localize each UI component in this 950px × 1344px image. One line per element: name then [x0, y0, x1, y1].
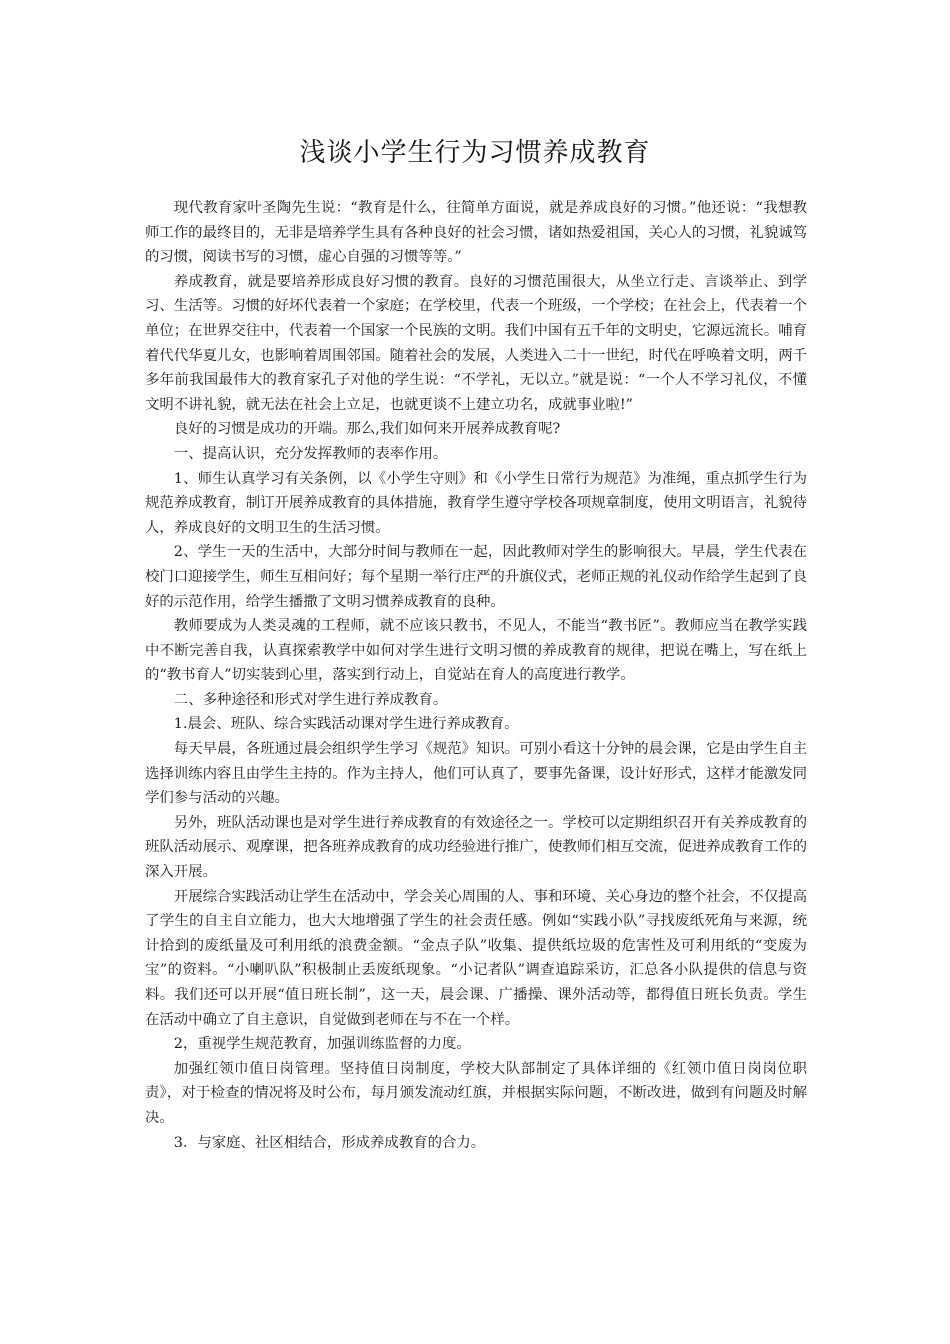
paragraph-item-2-3: 3．与家庭、社区相结合，形成养成教育的合力。 — [173, 1134, 486, 1151]
paragraph-teacher-role: 教师要成为人类灵魂的工程师，就不应该只教书，不见人，不能当“教书匠”。教师应当在教学实践中不断完善自我，认真探索教学中如何对学生进行文明习惯的养成教育的规律，把说在嘴上，写在纸上的“教书育人”切实装到心里，落实到行动上，自觉站在育人的高度进行教学。 — [145, 618, 807, 684]
section-heading-2: 二、多种途径和形式对学生进行养成教育。 — [173, 691, 448, 708]
document-body — [145, 196, 807, 1155]
paragraph-definition: 养成教育，就是要培养形成良好习惯的教育。良好的习惯范围很大，从坐立行走、言谈举止、到学习、生活等。习惯的好坏代表着一个家庭；在学校里，代表一个班级，一个学校；在社会上，代表着一个单位；在世界交往中，代表着一个国家一个民族的文明。我们中国有五千年的文明史，它源远流长。哺育着代代华夏儿女，也影响着周围邻国。随着社会的发展，人类进入二十一世纪，时代在呼唤着文明，两千多年前我国最伟大的教育家孔子对他的学生说：“不学礼，无以立。”就是说：“一个人不学习礼仪，不懂文明不讲礼貌，就无法在社会上立足，也就更谈不上建立功名，成就事业啦!” — [145, 273, 807, 413]
paragraph-class-activities: 另外，班队活动课也是对学生进行养成教育的有效途径之一。学校可以定期组织召开有关养成教育的班队活动展示、观摩课，把各班养成教育的成功经验进行推广，使教师们相互交流，促进养成教育工作的深入开展。 — [145, 814, 807, 881]
section-heading-1: 一、提高认识，充分发挥教师的表率作用。 — [173, 445, 448, 462]
paragraph-practice-activities: 开展综合实践活动让学生在活动中，学会关心周围的人、事和环境、关心身边的整个社会，不仅提高了学生的自主自立能力，也大大地增强了学生的社会责任感。例如“实践小队”寻找废纸死角与来源，统计拾到的废纸量及可利用纸的浪费金额。“金点子队”收集、提供纸垃圾的危害性及可利用纸的“变废为宝”的资料。“小喇叭队”积极制止丢废纸现象。“小记者队”调查追踪采访，汇总各小队提供的信息与资料。我们还可以开展“值日班长制”，这一天，晨会课、广播操、课外活动等，都得值日班长负责。学生在活动中确立了自主意识，自觉做到老师在与不在一个样。 — [145, 888, 807, 1028]
paragraph-quote-ye-shengtao: 现代教育家叶圣陶先生说：“教育是什么，往简单方面说，就是养成良好的习惯。”他还说：“我想教师工作的最终目的，无非是培养学生具有各种良好的社会习惯，诸如热爱祖国，关心人的习惯，礼貌诚笃的习惯，阅读书写的习惯，虚心自强的习惯等等。” — [145, 200, 807, 266]
paragraph-morning-meeting: 每天早晨，各班通过晨会组织学生学习《规范》知识。可别小看这十分钟的晨会课，它是由学生自主选择训练内容且由学生主持的。作为主持人，他们可认真了，要事先备课，设计好形式，这样才能激发同学们参与活动的兴趣。 — [145, 741, 807, 807]
paragraph-question: 良好的习惯是成功的开端。那么,我们如何来开展养成教育呢? — [173, 421, 561, 438]
paragraph-item-1-1: 1、师生认真学习有关条例，以《小学生守则》和《小学生日常行为规范》为准绳，重点抓学生行为规范养成教育，制订开展养成教育的具体措施，教育学生遵守学校各项规章制度，使用文明语言，礼貌待人，养成良好的文明卫生的生活习惯。 — [145, 470, 807, 536]
paragraph-item-2-1: 1.晨会、班队、综合实践活动课对学生进行养成教育。 — [173, 716, 519, 733]
paragraph-item-1-2: 2、学生一天的生活中，大部分时间与教师在一起，因此教师对学生的影响很大。早晨，学生代表在校门口迎接学生，师生互相问好；每个星期一举行庄严的升旗仪式，老师正规的礼仪动作给学生起到了良好的示范作用，给学生播撒了文明习惯养成教育的良种。 — [145, 544, 807, 610]
paragraph-duty-post: 加强红领巾值日岗管理。坚持值日岗制度，学校大队部制定了具体详细的《红领巾值日岗岗位职责》，对于检查的情况将及时公布，每月颁发流动红旗，并根据实际问题，不断改进，做到有问题及时解决。 — [145, 1060, 807, 1126]
paragraph-item-2-2: 2，重视学生规范教育，加强训练监督的力度。 — [173, 1036, 471, 1053]
document-title: 浅谈小学生行为习惯养成教育 — [299, 138, 651, 168]
